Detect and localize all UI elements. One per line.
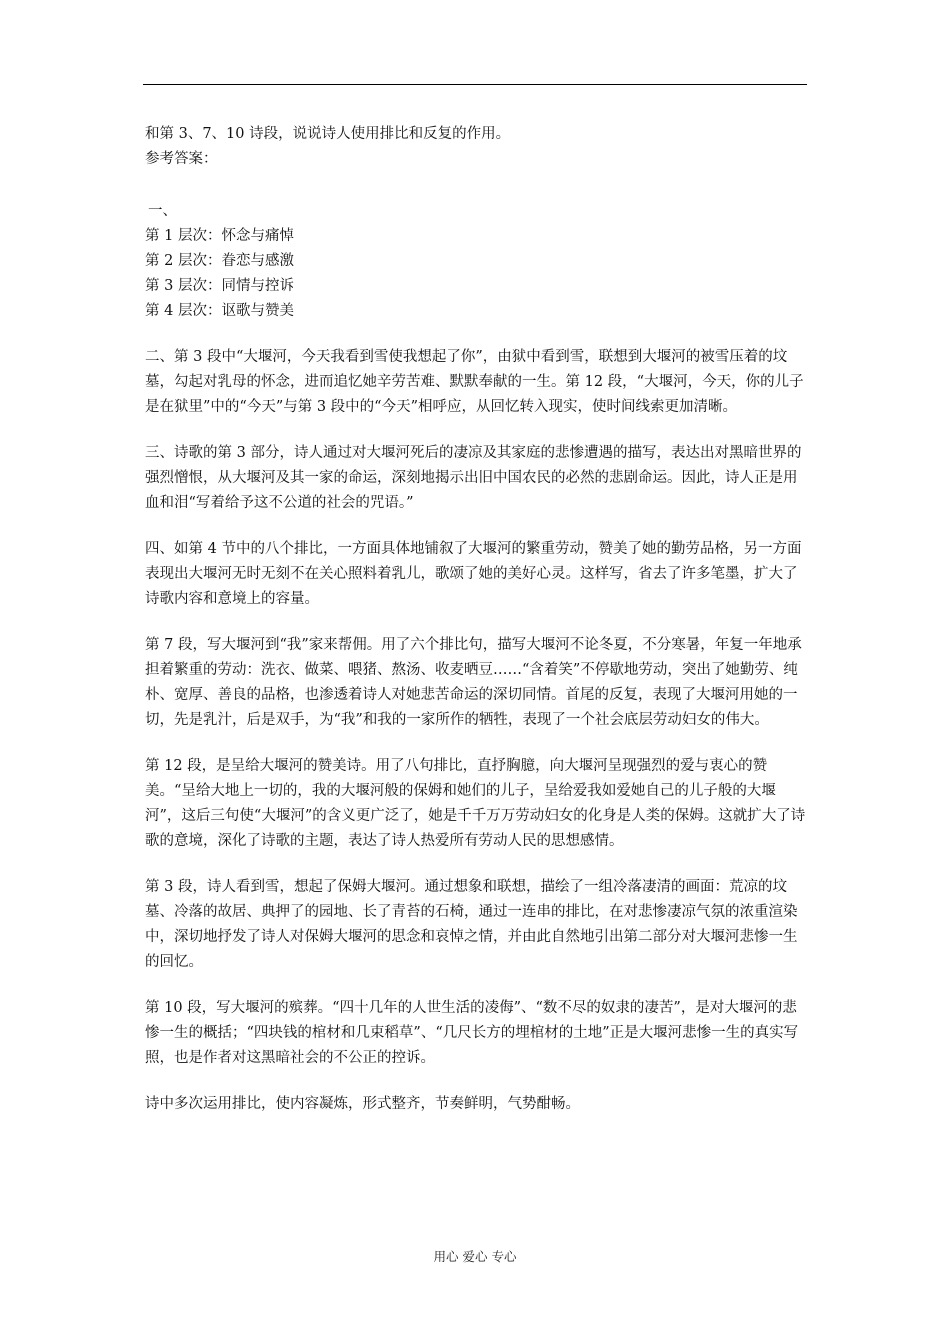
header-rule [143, 84, 807, 85]
paragraph-4: 四、如第 4 节中的八个排比，一方面具体地铺叙了大堰河的繁重劳动，赞美了她的勤劳品格，另一方面表现出大堰河无时无刻不在关心照料着乳儿，歌颂了她的美好心灵。这样写，省去了许多笔墨，扩大了诗歌内容和意境上的容量。 [145, 541, 802, 607]
paragraph-section12: 第 12 段，是呈给大堰河的赞美诗。用了八句排比，直抒胸臆，向大堰河呈现强烈的爱与衷心的赞美。“呈给大地上一切的，我的大堰河般的保姆和她们的儿子，呈给爱我如爱她自己的儿子般的大堰河”，这后三句使“大堰河”的含义更广泛了，她是千千万万劳动妇女的化身是人类的保姆。这就扩大了诗歌的意境，深化了诗歌的主题，表达了诗人热爱所有劳动人民的思想感情。 [145, 758, 806, 849]
section-heading: 一、 [148, 203, 177, 219]
level-item: 第 4 层次：讴歌与赞美 [145, 303, 294, 319]
paragraph-section7: 第 7 段，写大堰河到“我”家来帮佣。用了六个排比句，描写大堰河不论冬夏，不分寒暑，年复一年地承担着繁重的劳动：洗衣、做菜、喂猪、熬汤、收麦晒豆……“含着笑”不停歇地劳动，突出了她勤劳、纯朴、宽厚、善良的品格，也渗透着诗人对她悲苦命运的深切同情。首尾的反复，表现了大堰河用她的一切，先是乳汁，后是双手，为“我”和我的一家所作的牺牲，表现了一个社会底层劳动妇女的伟大。 [145, 637, 802, 728]
level-item: 第 3 层次：同情与控诉 [145, 278, 294, 294]
page-footer: 用心 爱心 专心 [433, 1249, 517, 1264]
paragraph-2: 二、第 3 段中“大堰河，今天我看到雪使我想起了你”，由狱中看到雪，联想到大堰河的被雪压着的坟墓，勾起对乳母的怀念，进而追忆她辛劳苦难、默默奉献的一生。第 12 段，“大堰河，今天，你的儿子是在狱里”中的“今天”与第 3 段中的“今天”相呼应，从回忆转入现实，使时间线索更加清晰。 [145, 349, 804, 415]
intro-line: 和第 3、7、10 诗段，说说诗人使用排比和反复的作用。 [145, 126, 511, 142]
paragraph-section10: 第 10 段，写大堰河的殡葬。“四十几年的人世生活的凌侮”、“数不尽的奴隶的凄苦”，是对大堰河的悲惨一生的概括；“四块钱的棺材和几束稻草”、“几尺长方的埋棺材的土地”正是大堰河悲惨一生的真实写照，也是作者对这黑暗社会的不公正的控诉。 [145, 1000, 799, 1066]
paragraph-conclusion: 诗中多次运用排比，使内容凝炼，形式整齐，节奏鲜明，气势酣畅。 [145, 1096, 580, 1112]
paragraph-section3: 第 3 段，诗人看到雪，想起了保姆大堰河。通过想象和联想，描绘了一组冷落凄清的画面：荒凉的坟墓、冷落的故居、典押了的园地、长了青苔的石椅，通过一连串的排比，在对悲惨凄凉气氛的浓重渲染中，深切地抒发了诗人对保姆大堰河的思念和哀悼之情，并由此自然地引出第二部分对大堰河悲惨一生的回忆。 [145, 879, 798, 970]
level-item: 第 1 层次：怀念与痛悼 [145, 228, 294, 244]
reference-answer-label: 参考答案： [145, 151, 218, 167]
document-body [145, 122, 807, 1117]
paragraph-3: 三、诗歌的第 3 部分，诗人通过对大堰河死后的凄凉及其家庭的悲惨遭遇的描写，表达出对黑暗世界的强烈憎恨，从大堰河及其一家的命运，深刻地揭示出旧中国农民的必然的悲剧命运。因此，诗人正是用血和泪“写着给予这不公道的社会的咒语。” [145, 445, 802, 511]
level-item: 第 2 层次：眷恋与感激 [145, 253, 294, 269]
